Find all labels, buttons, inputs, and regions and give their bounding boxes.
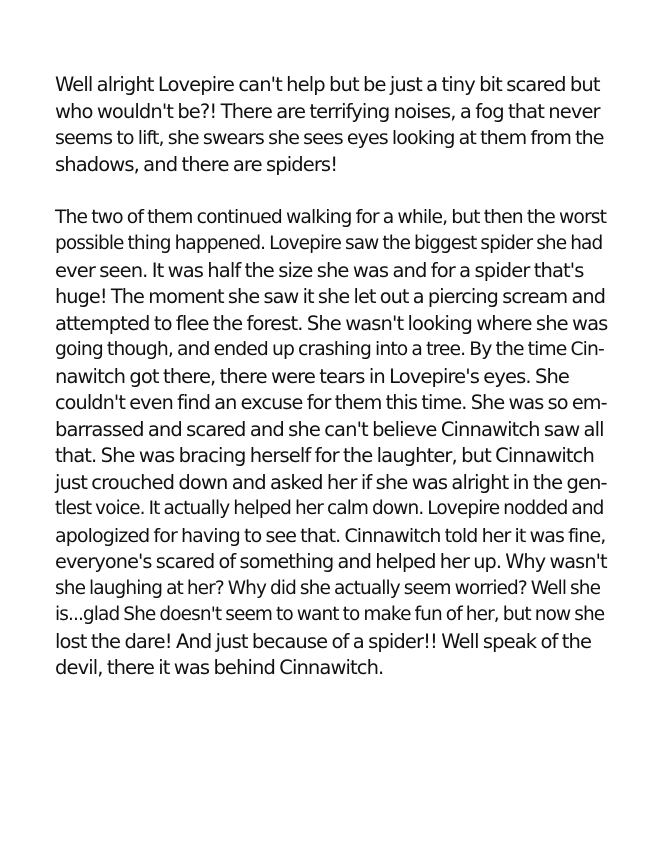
- text-line: The two of them continued walking for a while, but then the worst: [55, 206, 607, 228]
- text-line: possible thing happened. Lovepire saw the biggest spider she had: [55, 233, 603, 254]
- text-line: barrassed and scared and she can't believe Cinnawitch saw all: [55, 417, 604, 441]
- text-line: huge! The moment she saw it she let out a piercing scream and: [55, 285, 606, 308]
- text-line: apologized for having to see that. Cinnawitch told her it was fine,: [55, 524, 606, 547]
- text-line: ever seen. It was half the size she was and for a spider that's: [55, 258, 584, 282]
- text-line: who wouldn't be?! There are terrifying noises, a fog that never: [55, 99, 600, 123]
- text-line: is...glad She doesn't seem to want to make fun of her, but now she: [55, 604, 605, 625]
- text-line: couldn't even find an excuse for them this time. She was so em-: [55, 391, 607, 414]
- text-line: that. She was bracing herself for the laughter, but Cinnawitch: [55, 444, 594, 467]
- text-line: attempted to flee the forest. She wasn't looking where she was: [55, 311, 608, 335]
- paragraph-spacer: [55, 178, 607, 205]
- text-line: shadows, and there are spiders!: [55, 152, 338, 176]
- text-line: Well alright Lovepire can't help but be just a tiny bit scared but: [55, 73, 600, 96]
- story-text: [55, 72, 607, 682]
- text-line: nawitch got there, there were tears in Lovepire's eyes. She: [55, 364, 570, 388]
- text-line: she laughing at her? Why did she actually seem worried? Well she: [55, 577, 601, 599]
- text-line: everyone's scared of something and helped her up. Why wasn't: [55, 550, 607, 573]
- text-line: going though, and ended up crashing into a tree. By the time Cin-: [55, 339, 604, 360]
- text-line: just crouched down and asked her if she was alright in the gen-: [55, 470, 607, 494]
- paragraph-1: [55, 72, 607, 178]
- text-line: devil, there it was behind Cinnawitch.: [55, 656, 384, 679]
- paragraph-2: [55, 205, 607, 682]
- text-line: tlest voice. It actually helped her calm down. Lovepire nodded and: [55, 498, 604, 519]
- text-line: seems to lift, she swears she sees eyes looking at them from the: [55, 127, 604, 149]
- text-line: lost the dare! And just because of a spider!! Well speak of the: [55, 629, 592, 653]
